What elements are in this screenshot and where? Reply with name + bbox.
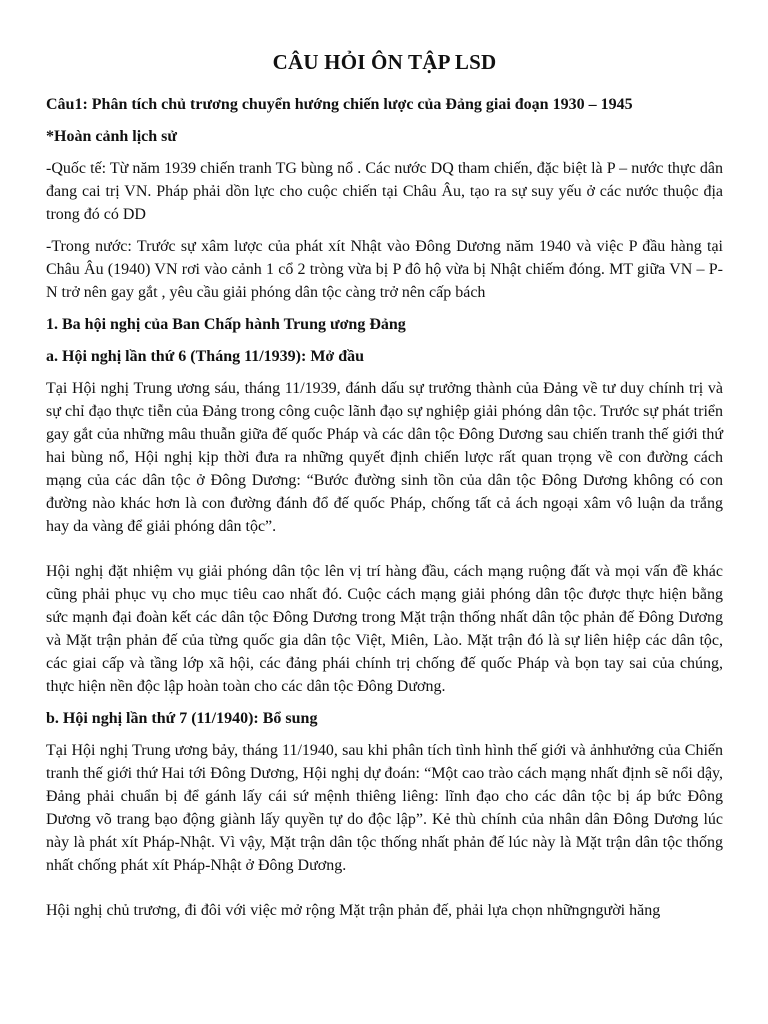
context-domestic-paragraph: -Trong nước: Trước sự xâm lược của phát xít Nhật vào Đông Dương năm 1940 và việc P đầu hàng tại Châu Âu (1940) VN rơi vào cảnh 1 cổ 2 tròng vừa bị P đô hộ vừa bị Nhật chiếm đóng. MT giữa VN – P-N trở nên gay gắt , yêu cầu giải phóng dân tộc càng trở nên cấp bách — [46, 238, 723, 301]
section-1-heading: 1. Ba hội nghị của Ban Chấp hành Trung ương Đảng — [46, 316, 406, 333]
document-title: CÂU HỎI ÔN TẬP LSD — [272, 50, 497, 74]
section-b-heading: b. Hội nghị lần thứ 7 (11/1940): Bổ sung — [46, 710, 318, 727]
section-b-paragraph-2: Hội nghị chủ trương, đi đôi với việc mở rộng Mặt trận phản đế, phải lựa chọn nhữngngười hăng — [46, 902, 661, 919]
section-a-paragraph-2: Hội nghị đặt nhiệm vụ giải phóng dân tộc lên vị trí hàng đầu, cách mạng ruộng đất và mọi vấn đề khác cũng phải phục vụ cho mục tiêu cao nhất đó. Cuộc cách mạng giải phóng dân tộc được thực hiện bằng sức mạnh đại đoàn kết các dân tộc Đông Dương trong Mặt trận thống nhất dân tộc phản đế Đông Dương và Mặt trận phản đế của từng quốc gia dân tộc Việt, Miên, Lào. Mặt trận đó là sự liên hiệp các dân tộc, các giai cấp và tầng lớp xã hội, các đảng phái chính trị chống đế quốc Pháp và bọn tay sai của chúng, thực hiện nền độc lập hoàn toàn cho các dân tộc Đông Dương. — [46, 563, 723, 695]
section-b-paragraph-1: Tại Hội nghị Trung ương bảy, tháng 11/1940, sau khi phân tích tình hình thế giới và ảnhhưởng của Chiến tranh thế giới thứ Hai tới Đông Dương, Hội nghị dự đoán: “Một cao trào cách mạng nhất định sẽ nổi dậy, Đảng phải chuẩn bị để gánh lấy cái sứ mệnh thiêng liêng: lĩnh đạo cho các dân tộc bị áp bức Đông Dương võ trang bạo động giành lấy quyền tự do độc lập”. Kẻ thù chính của nhân dân Đông Dương lúc này là phát xít Pháp-Nhật. Vì vậy, Mặt trận dân tộc thống nhất phản đế lúc này là Mặt trận dân tộc thống nhất chống phát xít Pháp-Nhật ở Đông Dương. — [46, 742, 723, 874]
context-international-paragraph: -Quốc tế: Từ năm 1939 chiến tranh TG bùng nổ . Các nước DQ tham chiến, đặc biệt là P – nước thực dân đang cai trị VN. Pháp phải dồn lực cho cuộc chiến tại Châu Âu, tạo ra sự suy yếu ở các nước thuộc địa trong đó có DD — [46, 160, 723, 223]
section-a-paragraph-1: Tại Hội nghị Trung ương sáu, tháng 11/1939, đánh dấu sự trưởng thành của Đảng về tư duy chính trị và sự chỉ đạo thực tiễn của Đảng trong công cuộc lãnh đạo sự nghiệp giải phóng dân tộc. Trước sự phát triển gay gắt của những mâu thuẫn giữa đế quốc Pháp và các dân tộc Đông Dương sau chiến tranh thế giới thứ hai bùng nổ, Hội nghị kịp thời đưa ra những quyết định chiến lược rất quan trọng về con đường cách mạng của các dân tộc ở Đông Dương: “Bước đường sinh tồn của dân tộc Đông Dương không có con đường nào khác hơn là con đường đánh đổ đế quốc Pháp, chống tất cả ách ngoại xâm vô luận da trắng hay da vàng để giải phóng dân tộc”. — [46, 380, 723, 535]
question-heading: Câu1: Phân tích chủ trương chuyển hướng chiến lược của Đảng giai đoạn 1930 – 1945 — [46, 96, 633, 113]
section-a-heading: a. Hội nghị lần thứ 6 (Tháng 11/1939): Mở đầu — [46, 348, 365, 365]
context-heading: *Hoàn cảnh lịch sử — [46, 128, 177, 145]
